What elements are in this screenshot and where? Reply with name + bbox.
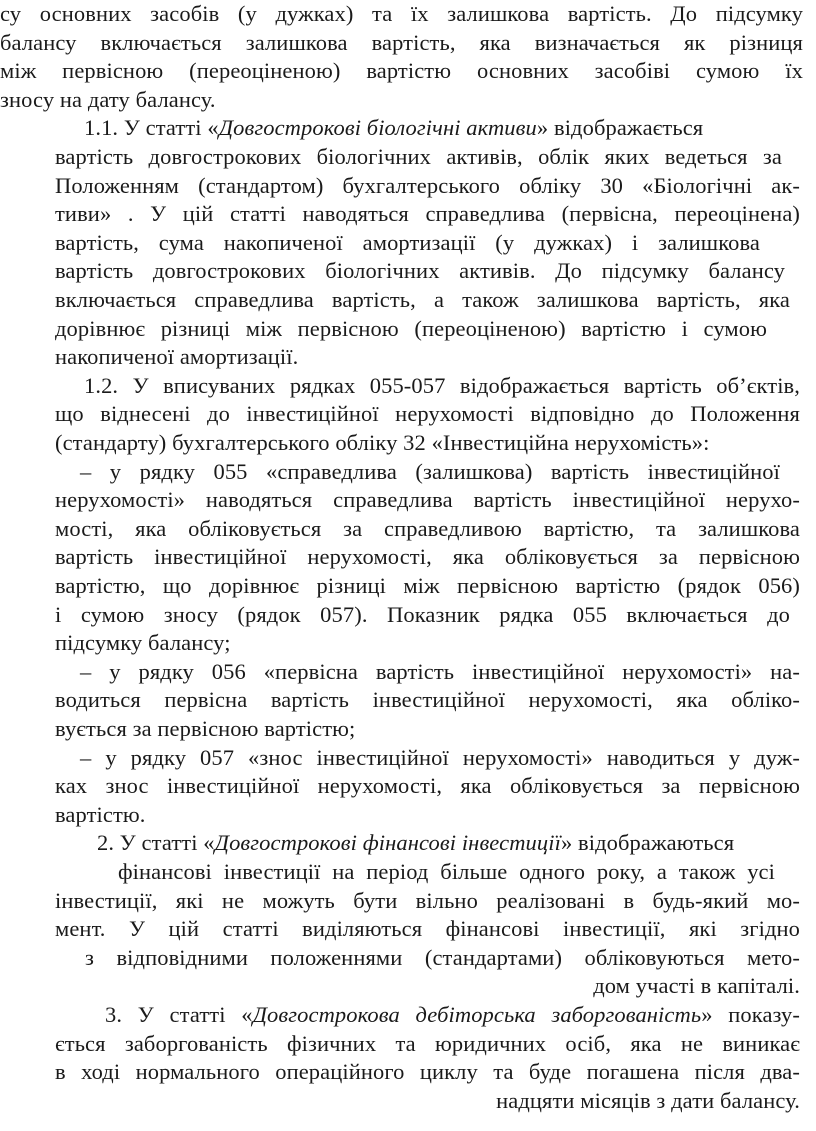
text-run: з відповідними положеннями (стандартами) обліковуються мето- (85, 944, 800, 970)
text-run: інвестиції, які не можуть бути вільно реалізовані в будь-який мо- (55, 887, 800, 913)
text-run: 2. У статті « (97, 830, 215, 856)
text-run: вартість, сума накопиченої амортизації (у дужках) і залишкова (55, 229, 760, 255)
text-run: 1.2. У вписуваних рядках 055-057 відображається вартість об’єктів, (84, 372, 800, 398)
text-line (55, 400, 800, 429)
text-line (400, 1087, 800, 1116)
list-item-057 (80, 744, 800, 773)
text-line (0, 57, 803, 86)
list-item-055 (80, 458, 780, 487)
text-run: накопиченої амортизації. (55, 344, 299, 370)
text-line (0, 86, 216, 115)
text-run: включається справедлива вартість, а також залишкова вартість, яка (55, 287, 790, 312)
text-line (400, 972, 800, 1001)
italic-term: Довгострокові біологічні активи (218, 115, 537, 141)
text-run: вартість довгострокових біологічних активів. До підсумку балансу (55, 258, 785, 284)
text-run: нерухомості» наводяться справедлива вартість інвестиційної нерухо- (55, 487, 800, 513)
text-run: » показу- (701, 1002, 800, 1027)
text-run: вартість інвестиційної нерухомості, яка обліковується за первісною (55, 544, 800, 570)
text-line (55, 343, 298, 372)
text-run: в ході нормального операційного циклу та буде погашена після два- (55, 1059, 800, 1085)
text-line (55, 429, 709, 458)
text-line (55, 801, 146, 830)
text-line (55, 143, 782, 172)
text-run: і сумою зносу (рядок 057). Показник рядка 055 включається до (55, 601, 790, 627)
text-run: підсумку балансу; (55, 630, 231, 656)
text-run: ках знос інвестиційної нерухомості, яка обліковується за первісною (55, 773, 800, 799)
text-line (55, 229, 760, 258)
text-run: – у рядку 057 «знос інвестиційної нерухомості» наводиться у дуж- (80, 744, 800, 770)
text-run: – у рядку 055 «справедлива (залишкова) вартість інвестиційної (80, 458, 780, 484)
text-line (55, 1030, 800, 1059)
paragraph-heading-3 (105, 1001, 800, 1030)
text-run: мент. У цій статті виділяються фінансові інвестиції, які згідно (55, 916, 800, 942)
text-run: вартістю, що дорівнює різниці між первісною вартістю (рядок 056) (55, 573, 800, 598)
text-line (55, 772, 800, 801)
text-run: 3. У статті « (105, 1002, 253, 1027)
text-run: вартість довгострокових біологічних активів, облік яких ведеться за (55, 144, 782, 169)
text-run: дорівнює різниці між первісною (переоціненою) вартістю і сумою (55, 315, 767, 341)
text-line (55, 715, 355, 744)
text-line (55, 629, 231, 658)
text-line (55, 572, 800, 601)
text-line (0, 29, 803, 58)
paragraph-heading-2 (97, 829, 734, 858)
text-line (55, 543, 800, 572)
text-run: Положенням (стандартом) бухгалтерського обліку 30 «Біологічні ак- (55, 172, 800, 198)
text-run: дом участі в капіталі. (593, 973, 800, 999)
text-run: водиться первісна вартість інвестиційної нерухомості, яка обліко- (55, 687, 800, 713)
text-line (55, 1058, 800, 1087)
text-line (55, 315, 767, 344)
list-item-056 (80, 658, 800, 687)
text-line (55, 286, 790, 315)
paragraph-heading-1-2 (84, 372, 800, 401)
text-line (85, 944, 800, 973)
text-run: ється заборгованість фізичних та юридичних осіб, яка не виникає (55, 1030, 800, 1056)
text-run: що віднесені до інвестиційної нерухомості відповідно до Положення (55, 401, 800, 427)
text-line (55, 200, 800, 229)
text-line (55, 915, 800, 944)
text-run: 1.1. У статті « (84, 115, 219, 141)
text-run: зносу на дату балансу. (0, 86, 216, 112)
text-line (55, 172, 800, 201)
text-line (55, 686, 800, 715)
text-line (55, 887, 800, 916)
text-run: між первісною (переоціненою) вартістю основних засобіві сумою їх (0, 58, 803, 84)
paragraph-heading-1-1 (84, 114, 703, 143)
text-run: вується за первісною вартістю; (55, 716, 356, 741)
text-run: вартістю. (55, 801, 146, 827)
text-line (55, 257, 785, 286)
text-run: фінансові інвестиції на період більше одного року, а також усі (118, 859, 775, 884)
text-run: мості, яка обліковується за справедливою вартістю, та залишкова (55, 515, 800, 541)
text-run: тиви» . У цій статті наводяться справедлива (первісна, переоцінена) (55, 201, 800, 227)
text-run: (стандарту) бухгалтерського обліку 32 «Інвестиційна нерухомість»: (55, 430, 710, 455)
text-line (55, 601, 790, 630)
text-run: надцяти місяців з дати балансу. (496, 1087, 800, 1113)
text-line (55, 515, 800, 544)
italic-term: Довгострокові фінансові інвестиції (214, 830, 561, 856)
italic-term: Довгострокова дебіторська заборгованість (252, 1002, 702, 1027)
text-run: – у рядку 056 «первісна вартість інвестиційної нерухомості» на- (80, 658, 800, 684)
text-line (118, 858, 775, 887)
text-run: балансу включається залишкова вартість, яка визначається як різниця (0, 29, 803, 55)
text-line (55, 486, 800, 515)
text-run: су основних засобів (у дужках) та їх залишкова вартість. До підсумку (0, 1, 803, 26)
text-run: » відображається (536, 115, 704, 141)
text-run: » відображаються (560, 830, 735, 856)
text-line (0, 0, 803, 29)
